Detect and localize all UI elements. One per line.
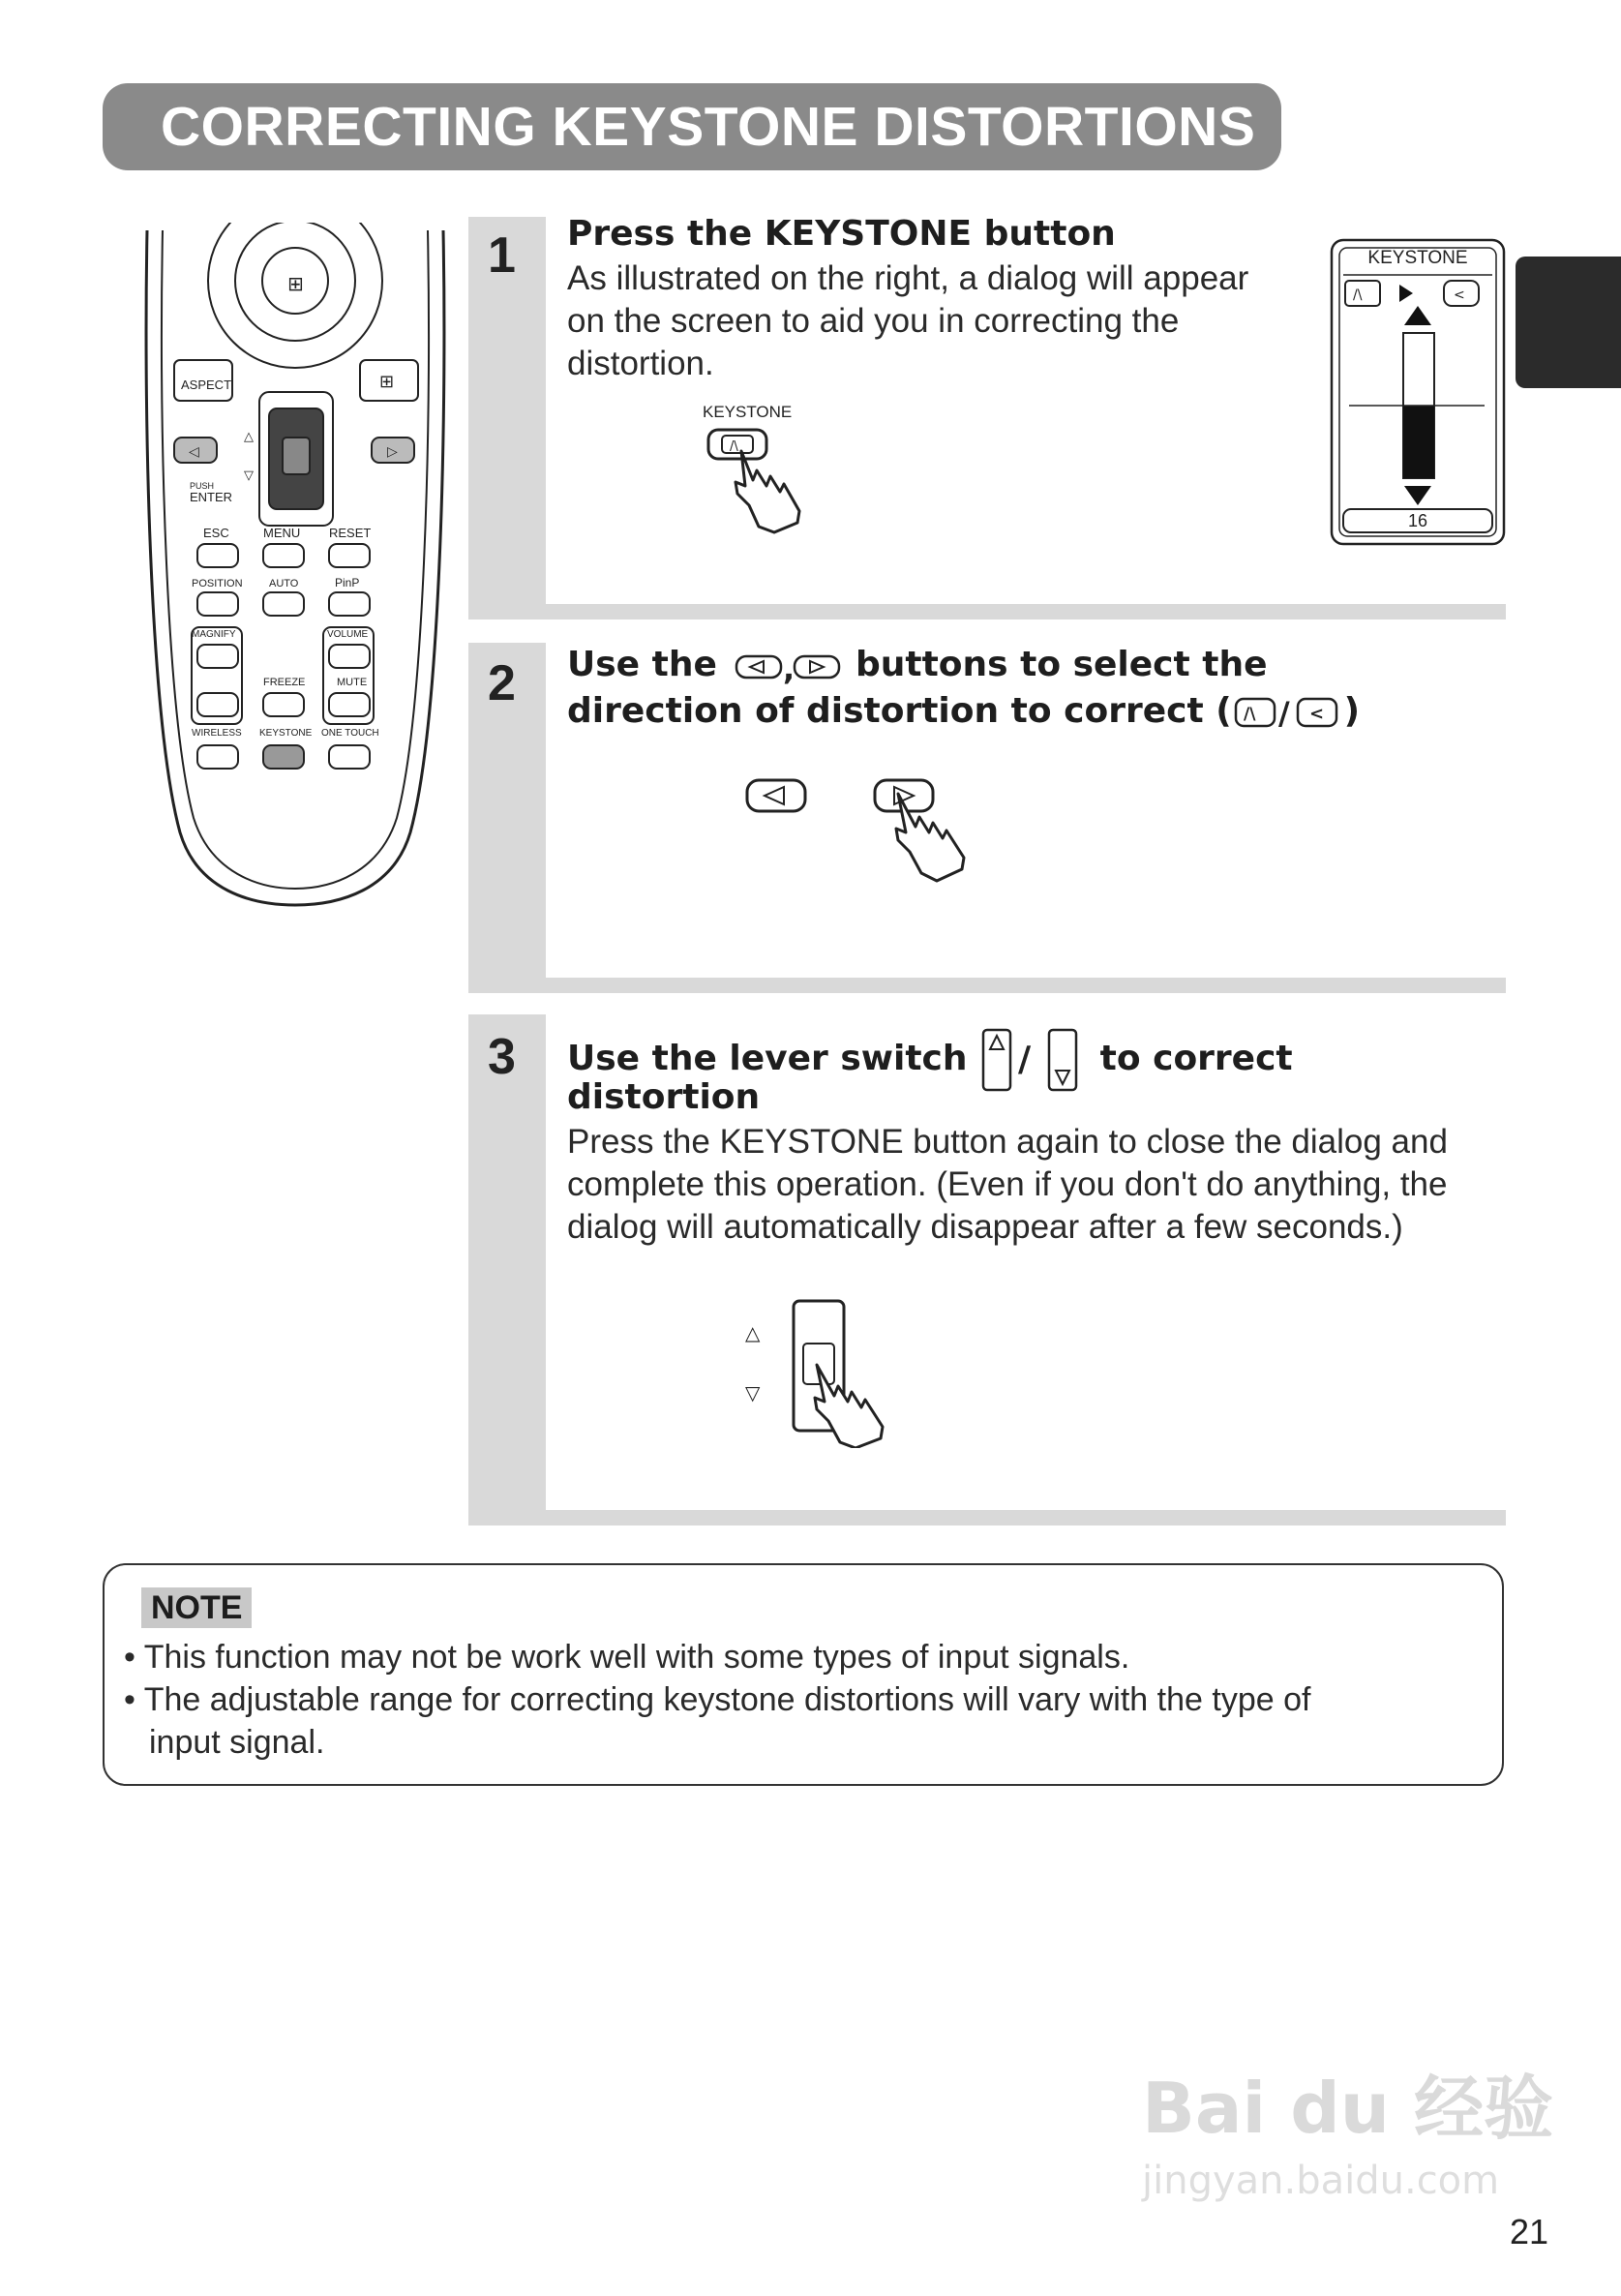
keystone-button-press-illustration — [703, 422, 838, 538]
svg-text:AUTO: AUTO — [269, 578, 299, 589]
svg-text:PUSH: PUSH — [190, 481, 215, 491]
step-3-body-line-1: Press the KEYSTONE button again to close the dialog and — [567, 1123, 1448, 1161]
baidu-watermark — [1142, 2052, 1554, 2217]
left-right-buttons-icon — [729, 647, 843, 685]
step-2-heading-line-1 — [567, 642, 1268, 688]
distortion-direction-icons — [1232, 693, 1344, 732]
svg-text:▽: ▽ — [745, 1381, 761, 1405]
step-3-body-line-2: complete this operation. (Even if you don't do anything, the — [567, 1165, 1448, 1203]
step-3-heading-line-2: distortion — [567, 1077, 761, 1117]
svg-text:△: △ — [244, 430, 254, 444]
watermark-brand: Bai du 经验 — [1142, 2068, 1554, 2149]
svg-text:/: / — [1277, 695, 1290, 732]
watermark-url: jingyan.baidu.com — [1142, 2159, 1500, 2203]
svg-text:VOLUME: VOLUME — [327, 629, 369, 640]
svg-text:MENU: MENU — [263, 526, 301, 540]
svg-text:/: / — [1018, 1040, 1032, 1079]
svg-text:RESET: RESET — [329, 526, 372, 540]
step-1-body-line-1: As illustrated on the right, a dialog will appear — [567, 259, 1249, 297]
step-1-body-line-3: distortion. — [567, 345, 714, 382]
step-3-heading-part-b: to correct — [1099, 1039, 1293, 1078]
svg-text:<: < — [1454, 287, 1465, 303]
keystone-dialog-title: KEYSTONE — [1367, 248, 1468, 268]
svg-text:/\: /\ — [730, 439, 738, 454]
svg-text:,: , — [783, 650, 795, 685]
svg-text:KEYSTONE: KEYSTONE — [259, 728, 313, 739]
step-1-heading: Press the KEYSTONE button — [567, 214, 1116, 254]
svg-text:FREEZE: FREEZE — [263, 677, 306, 688]
remote-control-illustration — [135, 223, 455, 920]
step-2-heading-line-2 — [567, 688, 1360, 735]
left-right-press-illustration — [739, 772, 1001, 889]
keystone-level-fill — [1403, 406, 1434, 478]
lever-press-illustration — [739, 1293, 914, 1448]
svg-text:ONE TOUCH: ONE TOUCH — [321, 728, 379, 739]
pointing-hand-icon — [815, 1365, 883, 1448]
section-tab — [1516, 257, 1621, 388]
svg-text:⊞: ⊞ — [379, 372, 395, 392]
svg-text:ENTER: ENTER — [190, 490, 233, 504]
step-2-heading-part-d: ) — [1343, 691, 1361, 731]
step-1-body-line-2: on the screen to aid you in correcting the — [567, 302, 1180, 340]
step-2-heading-part-b: buttons to select the — [855, 645, 1268, 684]
svg-text:ESC: ESC — [203, 526, 229, 540]
keystone-button-caption: KEYSTONE — [703, 403, 793, 421]
svg-text:◁: ◁ — [189, 444, 199, 460]
lever-switch-icons — [979, 1028, 1088, 1092]
keystone-dialog-value: 16 — [1407, 511, 1428, 530]
step-1-number: 1 — [488, 227, 516, 284]
note-item-1: • This function may not be work well with some types of input signals. — [124, 1639, 1130, 1676]
svg-text:<: < — [1308, 704, 1324, 724]
keystone-dialog-illustration — [1330, 238, 1506, 546]
page-title: CORRECTING KEYSTONE DISTORTIONS — [161, 96, 1256, 158]
svg-text:/\: /\ — [1243, 705, 1256, 724]
svg-text:△: △ — [745, 1321, 761, 1344]
svg-text:PinP: PinP — [335, 576, 360, 589]
svg-text:WIRELESS: WIRELESS — [192, 728, 242, 739]
step-2-number: 2 — [488, 655, 516, 711]
note-item-2: • The adjustable range for correcting keystone distortions will vary with the type of — [124, 1681, 1311, 1718]
projector-icon: ⊞ — [287, 272, 304, 295]
svg-text:POSITION: POSITION — [192, 578, 243, 589]
note-item-2-continuation: input signal. — [149, 1724, 325, 1761]
svg-text:/\: /\ — [1353, 287, 1363, 303]
step-3-heading-part-a: Use the lever switch — [567, 1039, 968, 1078]
svg-text:▷: ▷ — [387, 444, 398, 460]
note-label: NOTE — [141, 1587, 252, 1628]
step-2-heading-part-c: direction of distortion to correct ( — [567, 691, 1232, 731]
pointing-hand-icon — [735, 451, 799, 532]
svg-text:MUTE: MUTE — [337, 677, 368, 688]
aspect-label: ASPECT — [181, 378, 232, 392]
step-2-heading-part-a: Use the — [567, 645, 717, 684]
svg-text:▽: ▽ — [244, 468, 254, 483]
page-number: 21 — [1510, 2212, 1549, 2251]
svg-text:MAGNIFY: MAGNIFY — [192, 629, 236, 640]
step-3-number: 3 — [488, 1029, 516, 1085]
step-3-body-line-3: dialog will automatically disappear after a few seconds.) — [567, 1208, 1403, 1246]
